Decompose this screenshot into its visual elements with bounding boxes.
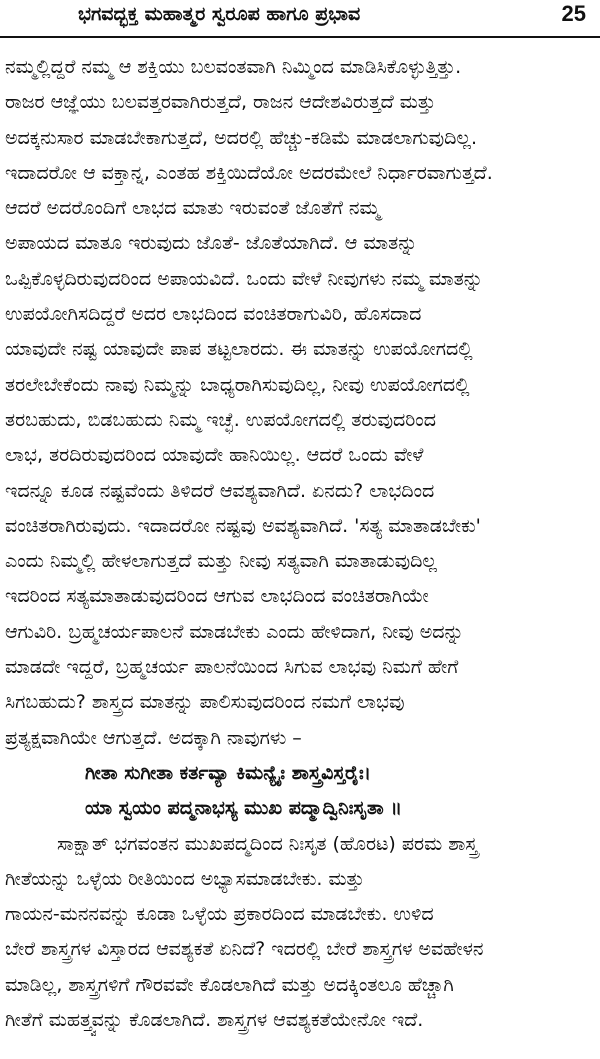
text-line: ಪ್ರತ್ಯಕ್ಷವಾಗಿಯೇ ಆಗುತ್ತದೆ. ಅದಕ್ಕಾಗಿ ನಾವುಗಳು – — [5, 726, 302, 749]
text-line: ಆದರೆ ಅದರೊಂದಿಗೆ ಲಾಭದ ಮಾತು ಇರುವಂತೆ ಜೊತೆಗೆ ನಮ್ಮ — [5, 197, 381, 220]
body-text — [5, 50, 595, 1038]
sanskrit-verse-line: ಗೀತಾ ಸುಗೀತಾ ಕರ್ತವ್ಯಾ ಕಿಮನ್ಯೈಃ ಶಾಸ್ತ್ರವಿಸ್ತರೈಃ। — [85, 761, 371, 784]
text-line: ಇದಾದರೋ ಆ ವಕ್ತಾನ್ನ, ಎಂತಹ ಶಕ್ತಿಯಿದೆಯೋ ಅದರಮೇಲೆ ನಿರ್ಧಾರವಾಗುತ್ತದೆ. — [5, 161, 493, 184]
text-line: ಇದನ್ನೂ ಕೂಡ ನಷ್ಟವೆಂದು ತಿಳಿದರೆ ಆವಶ್ಯವಾಗಿದೆ. ಏನದು? ಲಾಭದಿಂದ — [5, 479, 435, 502]
text-line: ಅದಕ್ಕನುಸಾರ ಮಾಡಬೇಕಾಗುತ್ತದೆ, ಅದರಲ್ಲಿ ಹೆಚ್ಚು-ಕಡಿಮೆ ಮಾಡಲಾಗುವುದಿಲ್ಲ. — [5, 126, 478, 149]
text-line: ರಾಜರ ಆಜ್ಞೆಯು ಬಲವತ್ತರವಾಗಿರುತ್ತದೆ, ರಾಜನ ಆದೇಶವಿರುತ್ತದೆ ಮತ್ತು — [5, 91, 436, 114]
text-line: ವಂಚಿತರಾಗಿರುವುದು. ಇದಾದರೋ ನಷ್ಟವು ಅವಶ್ಯವಾಗಿದೆ. 'ಸತ್ಯ ಮಾತಾಡಬೇಕು' — [5, 514, 481, 537]
text-line: ಗೀತೆಯನ್ನು ಒಳ್ಳೆಯ ರೀತಿಯಿಂದ ಅಭ್ಯಾಸಮಾಡಬೇಕು. ಮತ್ತು — [5, 867, 365, 890]
text-line: ತರಲೇಬೇಕೆಂದು ನಾವು ನಿಮ್ಮನ್ನು ಬಾಧ್ಯರಾಗಿಸುವುದಿಲ್ಲ, ನೀವು ಉಪಯೋಗದಲ್ಲಿ — [5, 373, 470, 396]
text-line: ಯಾವುದೇ ನಷ್ಟ ಯಾವುದೇ ಪಾಪ ತಟ್ಟಲಾರದು. ಈ ಮಾತನ್ನು ಉಪಯೋಗದಲ್ಲಿ — [5, 338, 473, 361]
text-line: ಮಾಡಿಲ್ಲ, ಶಾಸ್ತ್ರಗಳಿಗೆ ಗೌರವವೇ ಕೊಡಲಾಗಿದೆ ಮತ್ತು ಅದಕ್ಕಿಂತಲೂ ಹೆಚ್ಚಾಗಿ — [5, 973, 454, 996]
text-line: ಗೀತೆಗೆ ಮಹತ್ತ್ವವನ್ನು ಕೊಡಲಾಗಿದೆ. ಶಾಸ್ತ್ರಗಳ ಆವಶ್ಯಕತೆಯೇನೋ ಇದೆ. — [5, 1009, 424, 1032]
text-line: ನಮ್ಮಲ್ಲಿದ್ದರೆ ನಮ್ಮ ಆ ಶಕ್ತಿಯು ಬಲವಂತವಾಗಿ ನಿಮ್ಮಿಂದ ಮಾಡಿಸಿಕೊಳ್ಳುತ್ತಿತ್ತು. — [5, 56, 462, 78]
page-number: 25 — [561, 1, 586, 26]
text-line: ಎಂದು ನಿಮ್ಮಲ್ಲಿ ಹೇಳಲಾಗುತ್ತದೆ ಮತ್ತು ನೀವು ಸತ್ಯವಾಗಿ ಮಾತಾಡುವುದಿಲ್ಲ — [5, 550, 437, 573]
running-header — [0, 0, 600, 36]
header-rule — [0, 36, 600, 38]
text-line: ಬೇರೆ ಶಾಸ್ತ್ರಗಳ ವಿಸ್ತಾರದ ಆವಶ್ಯಕತೆ ಏನಿದೆ? ಇದರಲ್ಲಿ ಬೇರೆ ಶಾಸ್ತ್ರಗಳ ಅವಹೇಳನ — [5, 938, 484, 961]
text-line: ಅಪಾಯದ ಮಾತೂ ಇರುವುದು ಜೊತೆ- ಜೊತೆಯಾಗಿದೆ. ಆ ಮಾತನ್ನು — [5, 232, 418, 255]
text-line: ಇದರಿಂದ ಸತ್ಯಮಾತಾಡುವುದರಿಂದ ಆಗುವ ಲಾಭದಿಂದ ವಂಚಿತರಾಗಿಯೇ — [5, 585, 429, 608]
text-line: ಒಪ್ಪಿಕೊಳ್ಳದಿರುವುದರಿಂದ ಅಪಾಯವಿದೆ. ಒಂದು ವೇಳೆ ನೀವುಗಳು ನಮ್ಮ ಮಾತನ್ನು — [5, 267, 483, 290]
text-line: ಮಾಡದೇ ಇದ್ದರೆ, ಬ್ರಹ್ಮಚರ್ಯ ಪಾಲನೆಯಿಂದ ಸಿಗುವ ಲಾಭವು ನಿಮಗೆ ಹೇಗೆ — [5, 656, 459, 679]
text-line: ಆಗುವಿರಿ. ಬ್ರಹ್ಮಚರ್ಯಪಾಲನೆ ಮಾಡಬೇಕು ಎಂದು ಹೇಳಿದಾಗ, ನೀವು ಅದನ್ನು — [5, 620, 464, 643]
running-header-title: ಭಗವದ್ಭಕ್ತ ಮಹಾತ್ಮರ ಸ್ವರೂಪ ಹಾಗೂ ಪ್ರಭಾವ — [78, 3, 361, 25]
sanskrit-verse-line: ಯಾ ಸ್ವಯಂ ಪದ್ಮನಾಭಸ್ಯ ಮುಖ ಪದ್ಮಾದ್ವಿನಿಃಸೃತಾ ॥ — [85, 797, 402, 820]
text-line: ಲಾಭ, ತರದಿರುವುದರಿಂದ ಯಾವುದೇ ಹಾನಿಯಿಲ್ಲ. ಆದರೆ ಒಂದು ವೇಳೆ — [5, 444, 424, 467]
text-line: ಸಿಗಬಹುದು? ಶಾಸ್ತ್ರದ ಮಾತನ್ನು ಪಾಲಿಸುವುದರಿಂದ ನಮಗೆ ಲಾಭವು — [5, 691, 405, 714]
text-line: ತರಬಹುದು, ಬಿಡಬಹುದು ನಿಮ್ಮ ಇಚ್ಛೆ. ಉಪಯೋಗದಲ್ಲಿ ತರುವುದರಿಂದ — [5, 408, 436, 431]
text-line: ಉಪಯೋಗಿಸದಿದ್ದರೆ ಅದರ ಲಾಭದಿಂದ ವಂಚಿತರಾಗುವಿರಿ, ಹೊಸದಾದ — [5, 303, 422, 326]
text-line: ಸಾಕ್ಷಾತ್ ಭಗವಂತನ ಮುಖಪದ್ಮದಿಂದ ನಿಃಸೃತ (ಹೊರಟ) ಪರಮ ಶಾಸ್ತ್ರ — [57, 832, 478, 855]
text-line: ಗಾಯನ-ಮನನವನ್ನು ಕೂಡಾ ಒಳ್ಳೆಯ ಪ್ರಕಾರದಿಂದ ಮಾಡಬೇಕು. ಉಳಿದ — [5, 903, 434, 926]
